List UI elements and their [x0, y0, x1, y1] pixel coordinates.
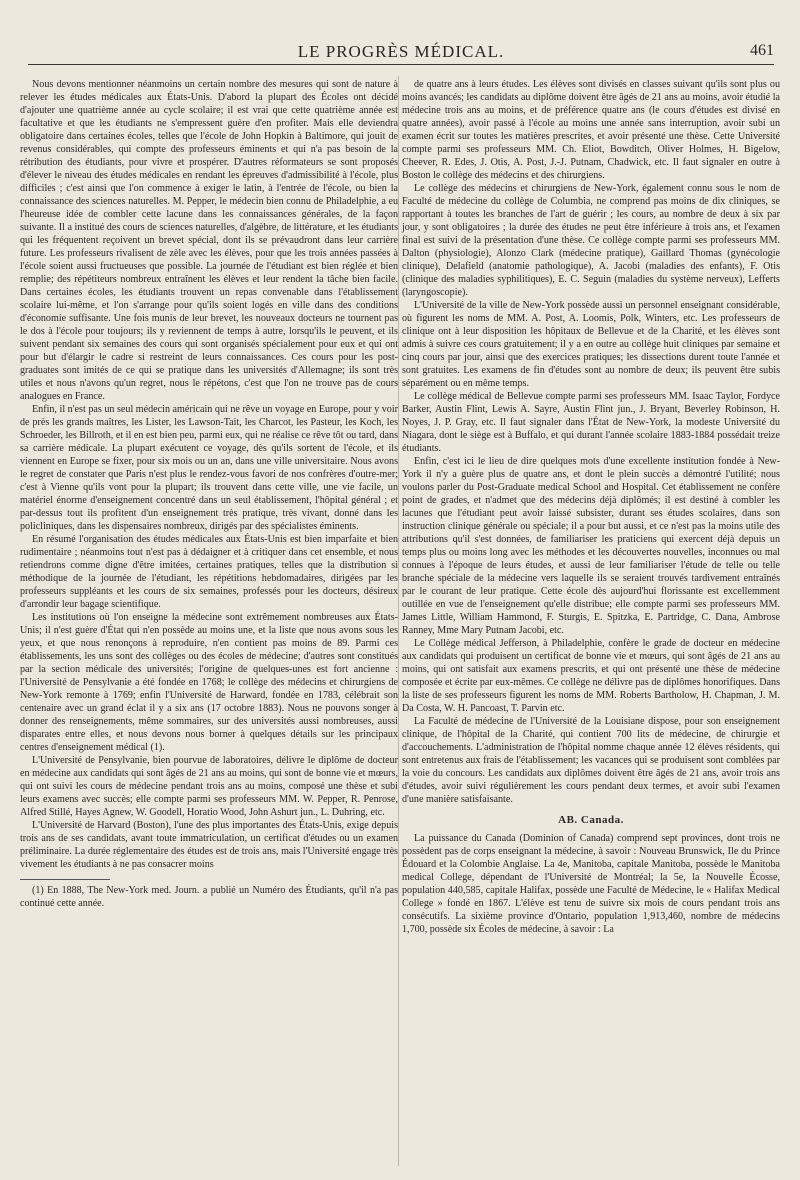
paragraph: Le Collège médical Jefferson, à Philadelphie, confère le grade de docteur en médecine aux candidats qui produisent un certificat de bonne vie et mœurs, qui sont âgés de 21 ans au moins, qui ont satisfait aux examens prescrits, et qui ont présenté une thèse de médecine composée et écrite par eux-mêmes. Ce collège ne délivre pas de diplômes honorifiques. Dans la liste de ses professeurs figurent les noms de MM. Roberts Bartholow, H. Chapman, J. M. Da Costa, W. H. Pancoast, T. Parvin etc.: [402, 638, 780, 714]
paragraph: Enfin, il n'est pas un seul médecin américain qui ne rêve un voyage en Europe, pour y voir de près les grands maîtres, les Lister, les Lawson-Tait, les Charcot, les Pasteur, les Koch, les Schroeder, les Billroth, et il en est bien peu, parmi eux, qui ne réalise ce rêve tôt ou tard, dans sa carrière médicale. La plupart exécutent ce voyage, dès qu'ils sortent de l'école, et ils viennent en Europe se fixer, pour six mois ou un an, dans une ville universitaire. Nous avons le regret de constater que Paris n'est plus le rendez-vous favori de nos confrères d'outre-mer; c'est à Vienne qu'ils vont pour la plupart; ils trouvent dans cette ville, une vie facile, un matériel énorme d'enseignement concentré dans un seul établissement, l'hôpital général ; et par-dessus tout ils profitent d'un enseignement très pratique, très vivant, donné dans les policliniques, dans les dispensaires nombreux, dirigés par des spécialistes éminents.: [20, 404, 398, 532]
running-title: LE PROGRÈS MÉDICAL.: [297, 42, 505, 61]
paragraph: Les institutions où l'on enseigne la médecine sont extrêmement nombreuses aux États-Unis; il n'est guère d'État qui n'en possède au moins une, et la liste que nous avons sous les yeux, et que nous renonçons à reproduire, n'en contient pas moins de 89. Parmi ces établissements, les uns sont des collèges ou des écoles de médecine; d'autres sont constitués par la section médicale des universités; l'origine de quelques-unes est fort ancienne : l'Université de Pensylvanie a été fondée en 1768; le collège des médecins et chirurgiens de New-York remonte à 1769; enfin l'Université de Harward, fondée en 1783, célébrait son centenaire avec un grand éclat il y a six ans (17 octobre 1883). Nous ne pouvons songer à donner des renseignements, même sommaires, sur des universités aussi nombreuses, aussi disparates entre elles, et nous devons nous borner à quelques détails sur les principaux centres d'enseignement médical (1).: [20, 612, 398, 753]
paragraph: de quatre ans à leurs études. Les élèves sont divisés en classes suivant qu'ils sont plus ou moins avancés; les candidats au diplôme doivent être âgés de 21 ans au moins, avoir étudié la médecine trois ans au moins, et de préférence quatre ans (le cours d'études est divisé en quatre années), avoir passé à l'école au moins une année sans interruption, avoir subi un examen écrit sur toutes les matières prescrites, et avoir présenté une thèse. Cette Université compte parmi ses professeurs MM. Ch. Eliot, Bowditch, Oliver Holmes, H. Bigelow, Cheever, R. Edes, J. Otis, A. Post, J.-J. Putnam, Chadwick, etc. Il faut signaler en outre à Boston le collège des médecins et des chirurgiens.: [402, 79, 780, 181]
paragraph: La Faculté de médecine de l'Université de la Louisiane dispose, pour son enseignement clinique, de l'hôpital de la Charité, qui contient 700 lits de médecine, de chirurgie et d'accouchements. L'administration de l'hôpital nomme chaque année 12 élèves résidents, qui sont entretenus aux frais de l'établissement; les vacances qui se produisent sont comblées par la voie du concours. Les candidats aux diplômes doivent être âgés de 21 ans, avoir trois ans d'études, avoir suivi régulièrement les cours pendant deux termes, et avoir subi l'examen d'une manière satisfaisante.: [402, 716, 780, 805]
paragraph: L'Université de la ville de New-York possède aussi un personnel enseignant considérable, où figurent les noms de MM. A. Post, A. Loomis, Polk, Winters, etc. Les professeurs de clinique ont à leur disposition les hôpitaux de Bellevue et de la Charité, et les élèves sont admis à suivre ces cours gratuitement; il y a en outre au collège huit cliniques par semaine et cinq cours par jour, ainsi que des exercices pratiques; les dissections durent toute l'année et sont gratuites. Les examens de fin d'études sont au nombre de deux; ils peuvent être subis séparément ou en même temps.: [402, 300, 780, 389]
page-number: 461: [750, 42, 774, 59]
section-subheading: AB. Canada.: [558, 814, 624, 826]
paragraph: En résumé l'organisation des études médicales aux États-Unis est bien imparfaite et bien rudimentaire ; néanmoins tout n'est pas à dédaigner et à critiquer dans cet ensemble, et nous retiendrons comme digne d'être imitées, certaines pratiques, telles que la distribution si méthodique de la journée de l'étudiant, les répétitions hebdomadaires, dirigées par les professeurs suppléants et les cours de six semaines, professés pour les docteurs, désireux d'arrondir leur bagage scientifique.: [20, 534, 398, 610]
column-divider: [398, 76, 399, 1166]
footnote: (1) En 1888, The New-York med. Journ. a publié un Numéro des Étudiants, qu'il n'a pas continué cette année.: [20, 885, 398, 909]
left-column: [20, 78, 398, 910]
paragraph: L'Université de Harvard (Boston), l'une des plus importantes des États-Unis, exige depuis trois ans de ses candidats, avant toute immatriculation, un certificat d'études ou un examen préliminaire. La durée réglementaire des études est de trois ans, mais l'Université engage très vivement les étudiants à ne pas consacrer moins: [20, 820, 398, 870]
paragraph: La puissance du Canada (Dominion of Canada) comprend sept provinces, dont trois ne possèdent pas de corps enseignant la médecine, à savoir : Nouveau Brunswick, Ile du Prince Édouard et la Colombie Anglaise. La 4e, Manitoba, capitale Manitoba, possède le Manitoba medical College, dépendant de l'Université de Montréal; la 5e, la Nouvelle Écosse, population 440,585, capitale Halifax, possède une Faculté de Médecine, le « Halifax Medical College » fondé en 1867. L'élève est tenu de suivre six mois de cours pendant trois ans consécutifs. La sixième province d'Ontario, population 1,913,460, nombre de médecins 1,700, possède six Écoles de médecine, à savoir : La: [402, 833, 780, 935]
paragraph: Le collège médical de Bellevue compte parmi ses professeurs MM. Isaac Taylor, Fordyce Barker, Austin Flint, Lewis A. Sayre, Austin Flint jun., J. Bryant, Beverley Robinson, H. Noyes, J. P. Gray, etc. Il faut signaler dans l'État de New-York, la modeste Université du Niagara, dont le siège est à Buffalo, et qui durant l'année scolaire 1883-1884 possédait treize étudiants.: [402, 391, 780, 454]
paragraph: Enfin, c'est ici le lieu de dire quelques mots d'une excellente institution fondée à New-York il n'y a guère plus de quatre ans, et dont le plein succès a démontré l'utilité; nous voulons parler du Post-Graduate medical School and Hospital. Cet établissement ne confère point de grades, et n'admet que des médecins déjà diplômés; il est destiné à combler les lacunes que l'étudiant peut avoir laissé subsister, durant ses études scolaires, dans son instruction clinique générale ou spéciale; il a pour but aussi, et ce n'est pas la moins utile des attributions qu'il s'est données, de familiariser les praticiens qui exercent déjà depuis un temps plus ou moins long avec les méthodes et les découvertes nouvelles, inconnues ou mal connues à l'époque de leurs études, et aussi de leur familiariser l'étude de telle ou telle branche spéciale de la médecine vers laquelle ils se seraient trouvés tardivement entraînés par le courant de leur pratique. Cette école dès aujourd'hui florissante est excellemment outillée en vue de l'enseignement qu'elle distribue; elle compte parmi ses professeurs MM. James Little, William Hammond, F. Sturgis, E. Spitzka, E. Partridge, C. Dana, Ambrose Ranney, Mme Mary Putnam Jacobi, etc.: [402, 456, 780, 636]
paragraph: L'Université de Pensylvanie, bien pourvue de laboratoires, délivre le diplôme de docteur en médecine aux candidats qui sont âgés de 21 ans au moins, qui sont de bonne vie et mœurs, qui ont suivi les cours de médecine pendant trois ans au moins, composé une thèse et subi leurs examens avec succès; elle compte parmi ses professeurs MM. W. Pepper, R. Penrose, Alfred Stillé, Hayes Agnew, W. Goodell, Horatio Wood, John Ashurt jun., L. Duhring, etc.: [20, 755, 398, 818]
paragraph: Nous devons mentionner néanmoins un certain nombre des mesures qui sont de nature à relever les études médicales aux États-Unis. D'abord la plupart des Écoles ont décidé d'ajouter une quatrième année au cycle scolaire; il est vrai que cette quatrième année est facultative et que les étudiants ne s'empressent guère d'en profiter. Mais elle deviendra obligatoire dans certaines écoles, telles que l'école de John Hopkin à Baltimore, qui jouit de revenus considérables, qui compte des professeurs éminents et qui n'a pas besoin de la rétribution des étudiants, pour vivre et prospérer. D'autres réformateurs se sont proposés d'élever le niveau des études médicales en rendant les épreuves d'admissibilité à l'école, plus difficiles ; c'est ainsi que l'on commence à exiger le latin, à l'entrée de l'école, ou bien la connaissance des sciences naturelles. M. Pepper, le médecin bien connu de Philadelphie, a eu l'heureuse idée de combler cette lacune dans les connaissances générales, de la façon suivante. Il a institué des cours de sciences naturelles, d'algèbre, de littérature, et les étudiants qui les fréquentent reçoivent un brevet spécial, dont ils se prévaudront dans leur carrière future. Les professeurs rivalisent de zèle avec les élèves, pour que les trois années passées à l'école soient aussi fructueuses que possible. La journée de l'étudiant est bien réglée et bien remplie; des répétiteurs nombreux entraînent les élèves et leur rendent la tâche bien facile. Dans certaines écoles, les étudiants trouvent un repas convenable dans l'établissement scolaire lui-même, et l'on s'arrange pour qu'ils soient logés en ville dans des conditions d'économie suffisante. Une fois munis de leur brevet, les nouveaux docteurs ne tournent pas le dos à l'école pour toujours; ils y reviennent de temps à autre, lorsqu'ils le peuvent, et ils suivent pendant six semaines des cours qui sont organisés spécialement pour eux et qui ont pour but d'élargir le cadre si restreint de leurs connaissances. Ces cours pour les post-graduates sont imités de ce qui se pratique dans les universités d'Allemagne; ils sont très utiles et nous n'avons qu'un regret, nous le répétons, c'est que l'on ne trouve pas de cours analogues en France.: [20, 79, 398, 402]
right-column: [402, 78, 780, 936]
paragraph: Le collège des médecins et chirurgiens de New-York, également connu sous le nom de Faculté de médecine du collège de Columbia, ne comprend pas moins de dix cliniques, se rapportant à toutes les branches de l'art de guérir ; les cours, au nombre de deux à six par jour, y sont obligatoires ; la durée des études ne peut être inférieure à trois ans, et l'examen final est suivi de la présentation d'une thèse. Ce collège compte parmi ses professeurs MM. Dalton (physiologie), Alonzo Clark (médecine pratique), Gaillard Thomas (gynécologie clinique), Delafield (anatomie pathologique), A. Jacobi (maladies des enfants), F. Otis (clinique des maladies syphilitiques), E. C. Seguin (maladies du système nerveux), Lefferts (laryngoscopie).: [402, 183, 780, 298]
page-header: [28, 42, 774, 65]
footnote-rule: [20, 879, 110, 880]
